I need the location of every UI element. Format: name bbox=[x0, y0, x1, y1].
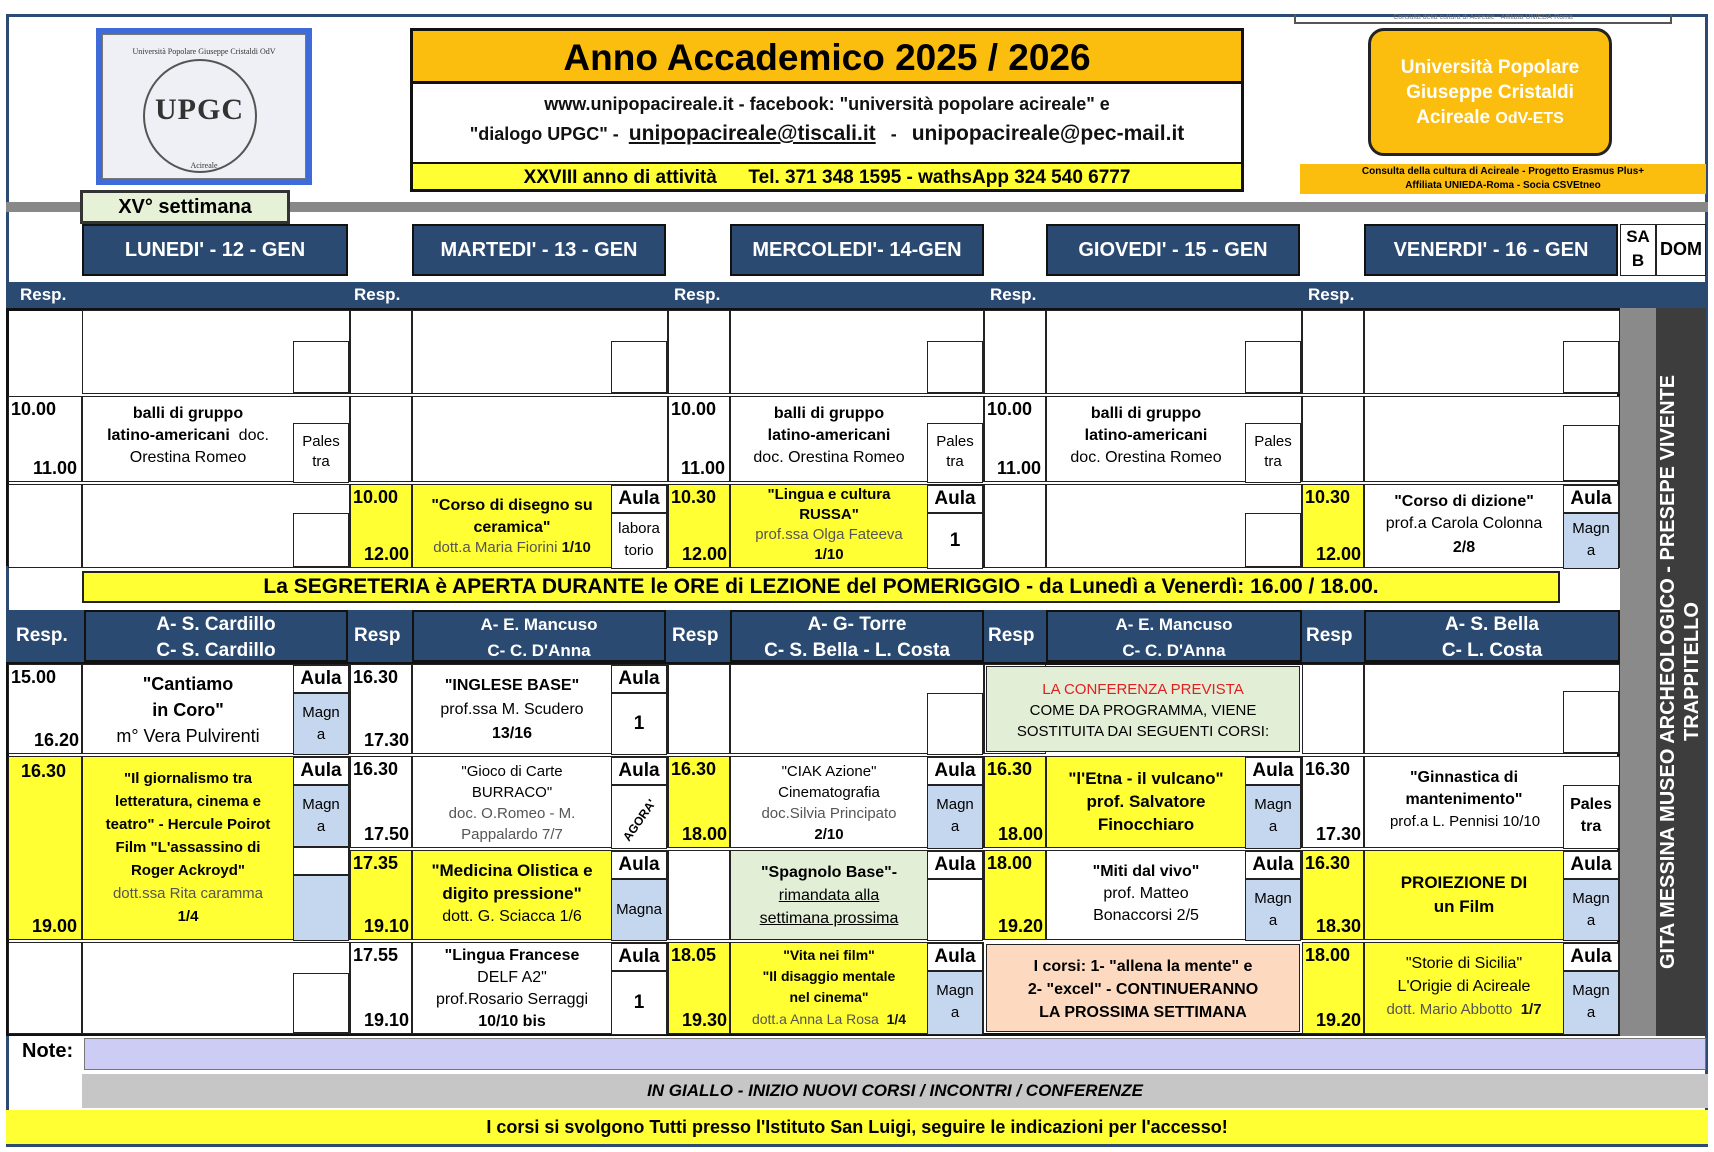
course-vita-nei-film[interactable]: "Vita nei film" "Il disaggio mentale nel cinema" dott.a Anna La Rosa 1/4 Aula Magn a bbox=[730, 942, 984, 1034]
course-spagnolo-base[interactable]: "Spagnolo Base"- rimandata alla settimana prossima Aula bbox=[730, 850, 984, 940]
time-cell: 16.30 17.50 bbox=[350, 756, 412, 848]
resp-names-thu: A- E. Mancuso C- C. D'Anna bbox=[1046, 610, 1302, 662]
footer-bar: I corsi si svolgono Tutti presso l'Istituto San Luigi, seguire le indicazioni per l'accesso! bbox=[6, 1110, 1708, 1144]
time-cell: 16.30 19.00 bbox=[8, 756, 82, 940]
room-cell: Magn a bbox=[927, 971, 983, 1035]
course-ginnastica[interactable]: "Ginnastica di mantenimento" prof.a L. Pennisi 10/10 Pales tra bbox=[1364, 756, 1620, 848]
logo-mark: UPGC bbox=[155, 93, 244, 126]
resp-row bbox=[6, 282, 1708, 308]
upgc-badge: Università Popolare Giuseppe Cristaldi Acireale OdV-ETS bbox=[1368, 28, 1612, 156]
day-header-mon: LUNEDI' - 12 - GEN bbox=[82, 224, 348, 276]
sab-column bbox=[1620, 308, 1656, 1036]
consulta-banner: Consulta della cultura di Acireale - Progetto Erasmus Plus+ Affiliata UNIEDA-Roma - Socia CSVEtneo bbox=[1300, 164, 1706, 194]
course-balli-thu[interactable]: balli di gruppo latino-americani doc. Orestina Romeo Pales tra bbox=[1046, 396, 1302, 482]
course-lingua-russa[interactable]: "Lingua e cultura RUSSA" prof.ssa Olga Fateeva 1/10 Aula 1 bbox=[730, 484, 984, 568]
slot-empty bbox=[1364, 310, 1620, 394]
gita-text: GITA MESSINA MUSEO ARCHEOLOGICO - PRESEPE VIVENTE TRAPPITELLO bbox=[1657, 374, 1703, 970]
dom-header: DOM bbox=[1656, 224, 1706, 276]
room-cell: 1 bbox=[611, 971, 667, 1035]
course-inglese-base[interactable]: "INGLESE BASE" prof.ssa M. Scudero 13/16 Aula 1 bbox=[412, 664, 668, 754]
day-header-wed: MERCOLEDI'- 14-GEN bbox=[730, 224, 984, 276]
room-cell: Pales tra bbox=[293, 423, 349, 483]
time-cell: 18.00 19.20 bbox=[984, 850, 1046, 940]
day-header-thu: GIOVEDI' - 15 - GEN bbox=[1046, 224, 1300, 276]
resp-names-wed: A- G- Torre C- S. Bella - L. Costa bbox=[730, 610, 984, 662]
dom-column bbox=[1656, 308, 1706, 1036]
time-cell: 10.00 11.00 bbox=[8, 396, 82, 482]
course-dizione[interactable]: "Corso di dizione" prof.a Carola Colonna 2/8 Aula Magn a bbox=[1364, 484, 1620, 568]
tel-line: XXVIII anno di attività Tel. 371 348 1595 - wathsApp 324 540 6777 bbox=[413, 162, 1241, 189]
time-cell: 16.30 18.00 bbox=[984, 756, 1046, 848]
logo-bottom-text: Acireale bbox=[190, 161, 218, 170]
conferenza-notice: LA CONFERENZA PREVISTA COME DA PROGRAMMA, VIENE SOSTITUITA DAI SEGUENTI CORSI: bbox=[986, 666, 1300, 752]
room-cell: 1 bbox=[927, 513, 983, 569]
course-burraco[interactable]: "Gioco di Carte BURRACO" doc. O.Romeo - M. Pappalardo 7/7 Aula AGORA' bbox=[412, 756, 668, 848]
time-cell: 16.30 18.00 bbox=[668, 756, 730, 848]
note-field[interactable] bbox=[84, 1038, 1706, 1070]
slot-empty bbox=[412, 310, 668, 394]
course-medicina-olistica[interactable]: "Medicina Olistica e digito pressione" dott. G. Sciacca 1/6 Aula Magna bbox=[412, 850, 668, 940]
corsi-continueranno-notice: I corsi: 1- "allena la mente" e 2- "excel" - CONTINUERANNO LA PROSSIMA SETTIMANA bbox=[986, 944, 1300, 1032]
resp-names-fri: A- S. Bella C- L. Costa bbox=[1364, 610, 1620, 662]
room-cell: Pales tra bbox=[1245, 423, 1301, 483]
course-balli-wed[interactable]: balli di gruppo latino-americani doc. Orestina Romeo Pales tra bbox=[730, 396, 984, 482]
course-balli-mon[interactable]: balli di gruppo latino-americani doc. Orestina Romeo Pales tra bbox=[82, 396, 350, 482]
room-cell: Magn a bbox=[293, 693, 349, 755]
time-cell: 18.05 19.30 bbox=[668, 942, 730, 1034]
room-cell: Pales tra bbox=[927, 423, 983, 483]
week-label: XV° settimana bbox=[80, 190, 290, 224]
logo-top-text: Università Popolare Giuseppe Cristaldi OdV bbox=[132, 47, 276, 56]
room-cell: AGORA' bbox=[611, 785, 667, 849]
time-cell: 18.00 19.20 bbox=[1302, 942, 1364, 1034]
web-line: www.unipopacireale.it - facebook: "università popolare acireale" e bbox=[544, 94, 1110, 114]
page-title: Anno Accademico 2025 / 2026 bbox=[413, 31, 1241, 84]
slot-empty bbox=[1046, 310, 1302, 394]
upgc-logo bbox=[96, 28, 312, 185]
slot-empty bbox=[82, 310, 350, 394]
day-header-tue: MARTEDI' - 13 - GEN bbox=[412, 224, 666, 276]
course-storie-sicilia[interactable]: "Storie di Sicilia" L'Origie di Acireale dott. Mario Abbotto 1/7 Aula Magn a bbox=[1364, 942, 1620, 1034]
resp-names-mon: A- S. Cardillo C- S. Cardillo bbox=[84, 610, 348, 662]
course-cantiamo-in-coro[interactable]: "Cantiamo in Coro" m° Vera Pulvirenti Aula Magn a bbox=[82, 664, 350, 754]
contacts bbox=[413, 89, 1241, 149]
time-cell: 17.35 19.10 bbox=[350, 850, 412, 940]
room-cell: Magn a bbox=[293, 785, 349, 847]
room-cell: labora torio bbox=[611, 513, 667, 569]
room-cell: Magn a bbox=[1245, 879, 1301, 941]
sab-header: SA B bbox=[1620, 224, 1656, 276]
course-miti-dal-vivo[interactable]: "Miti dal vivo" prof. Matteo Bonaccorsi 2/5 Aula Magn a bbox=[1046, 850, 1302, 940]
time-cell: 15.00 16.20 bbox=[8, 664, 82, 754]
time-cell: 10.00 11.00 bbox=[984, 396, 1046, 482]
room-cell: Pales tra bbox=[1563, 785, 1619, 849]
course-etna-vulcano[interactable]: "l'Etna - il vulcano" prof. Salvatore Finocchiaro Aula Magn a bbox=[1046, 756, 1302, 848]
resp-label: Resp. bbox=[350, 282, 410, 308]
room-cell: Magn a bbox=[1563, 971, 1619, 1035]
note-label: Note: bbox=[22, 1040, 74, 1062]
slot-empty bbox=[730, 310, 984, 394]
time-cell: 16.30 17.30 bbox=[1302, 756, 1364, 848]
course-proiezione-film[interactable]: PROIEZIONE DI un Film Aula Magn a bbox=[1364, 850, 1620, 940]
room-cell: 1 bbox=[611, 693, 667, 755]
resp-label: Resp. bbox=[668, 282, 728, 308]
time-cell: 10.00 11.00 bbox=[668, 396, 730, 482]
resp-label: Resp. bbox=[984, 282, 1044, 308]
pec-email: unipopacireale@pec-mail.it bbox=[911, 122, 1185, 145]
course-ciak-azione[interactable]: "CIAK Azione" Cinematografia doc.Silvia Principato 2/10 Aula Magn a bbox=[730, 756, 984, 848]
time-cell: 16.30 17.30 bbox=[350, 664, 412, 754]
email-line: "dialogo UPGC" - unipopacireale@tiscali.it - unipopacireale@pec-mail.it bbox=[469, 122, 1185, 145]
title-box bbox=[410, 28, 1244, 192]
resp-label: Resp. bbox=[6, 282, 82, 308]
legend-bar: IN GIALLO - INIZIO NUOVI CORSI / INCONTRI / CONFERENZE bbox=[82, 1074, 1708, 1108]
time-cell: 17.55 19.10 bbox=[350, 942, 412, 1034]
email-link[interactable]: unipopacireale@tiscali.it bbox=[628, 122, 876, 145]
day-header-fri: VENERDI' - 16 - GEN bbox=[1364, 224, 1618, 276]
room-cell: Magna bbox=[611, 879, 667, 941]
room-cell: Magn a bbox=[927, 785, 983, 849]
course-giornalismo[interactable]: "Il giornalismo tra letteratura, cinema e teatro" - Hercule Poirot Film "L'assassino di Roger Ackroyd" dott.ssa Rita caramma 1/4 Aula Magn a bbox=[82, 756, 350, 940]
room-cell: Magn a bbox=[1563, 513, 1619, 569]
room-cell: Magn a bbox=[1563, 879, 1619, 941]
resp-label: Resp. bbox=[1302, 282, 1362, 308]
room-cell: Magn a bbox=[1245, 785, 1301, 849]
time-cell: 10.30 12.00 bbox=[1302, 484, 1364, 568]
resp-names-tue: A- E. Mancuso C- C. D'Anna bbox=[412, 610, 666, 662]
course-disegno-ceramica[interactable]: "Corso di disegno su ceramica" dott.a Maria Fiorini 1/10 Aula labora torio bbox=[412, 484, 668, 568]
segreteria-banner: La SEGRETERIA è APERTA DURANTE le ORE di LEZIONE del POMERIGGIO - da Lunedì a Venerdì: 16.00 / 18.00. bbox=[82, 571, 1560, 603]
time-cell: 10.30 12.00 bbox=[668, 484, 730, 568]
time-cell: 10.00 12.00 bbox=[350, 484, 412, 568]
top-line: Consulta della cultura di Acireale - Affiliata UNIEDA-Roma bbox=[1294, 14, 1672, 24]
course-lingua-francese[interactable]: "Lingua Francese DELF A2" prof.Rosario Serraggi 10/10 bis Aula 1 bbox=[412, 942, 668, 1034]
time-cell: 16.30 18.30 bbox=[1302, 850, 1364, 940]
